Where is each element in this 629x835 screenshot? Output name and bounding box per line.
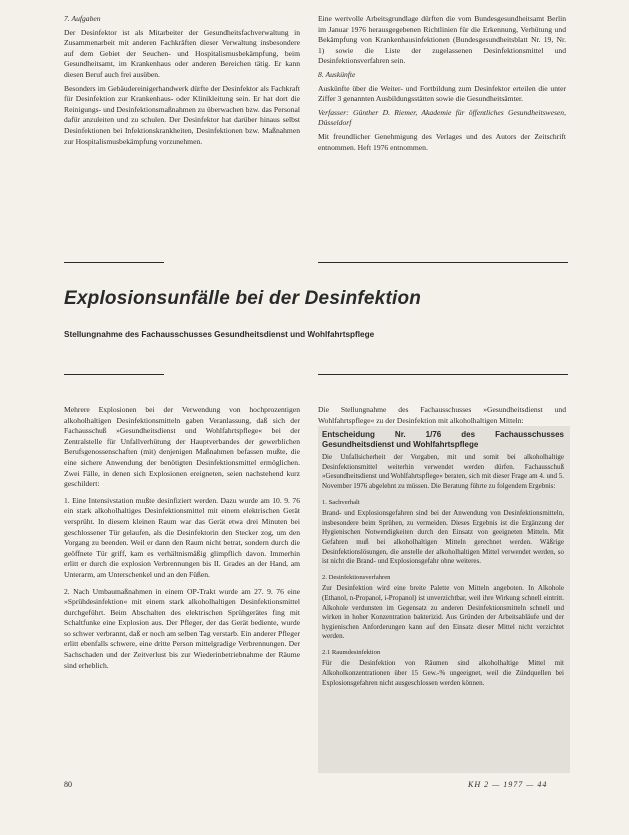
divider-left bbox=[64, 262, 164, 263]
paragraph: Eine wertvolle Arbeitsgrundlage dürften die vom Bundesgesundheitsamt Berlin im Januar 1976 herausgegebenen Richtlinien für die Erkennung, Verhütung und Bekämpfung von Krankenhausinfektionen (Bundesgesundheitsblatt Nr. 19, Nr. 1) sowie die Liste der zugelassenen Desinfektionsmittel und Desinfektionsverfahren sein. bbox=[318, 14, 566, 66]
paragraph: Besonders im Gebäudereinigerhandwerk dürfte der Desinfektor als Fachkraft für Desinfektion zur Krankenhaus- oder Klinikleitung sein. Er hat dort die Reinigungs- und Desinfektionsmaßnahmen zu überwachen bzw. das Personal dafür anzuleiten und zu schulen. Der Desinfektor hat darüber hinaus selbst Desinfektionen bei Infektionskrankheiten, Desinfektionen bzw. Maßnahmen zur Hospitalismusbekämpfung vorzunehmen. bbox=[64, 83, 300, 146]
box-heading: Entscheidung Nr. 1/76 des Fachausschusses Gesundheitsdienst und Wohlfahrtspflege bbox=[322, 430, 564, 449]
box-paragraph: Zur Desinfektion wird eine breite Palette von Mitteln angeboten. In Alkohole (Ethanol, n-Propanol, i-Propanol) ist unverzichtbar, weil ihre Wirkung schnell eintritt. Alkohole verdunsten im Gegensatz zu anderen Desinfektionsmitteln schnell und wirken in hoher Konzentration bakterizid. Aus Gründen der Arbeitsabläufe und der hygienischen Anforderungen kann auf den Einsatz dieser Mittel nicht verzichtet werden. bbox=[322, 584, 564, 641]
box-paragraph: Die Unfallsicherheit der Vorgaben, mit und somit bei alkoholhaltige Desinfektionsmittel weiterhin verwendet werden dürfen. Fachausschuß »Gesundheitsdienst und Wohlfahrtspflege« beraten, sich mit dieser Frage am 4. und 5. November 1976 abgelehnt zu müssen. Die Beratung führte zu folgendem Ergebnis: bbox=[322, 453, 564, 490]
section-heading-aufgaben: 7. Aufgaben bbox=[64, 14, 101, 23]
box-paragraph: Für die Desinfektion von Räumen sind alkoholhaltige Mittel mit Alkoholkonzentrationen über 15 Gew.-% ungeeignet, weil die Zündquellen bei Explosionsgefahren nicht ausgeschlossen werden können. bbox=[322, 659, 564, 687]
author-line: Verfasser: Günther D. Riemer, Akademie für öffentliches Gesundheitswesen, Düsseldorf bbox=[318, 107, 566, 128]
top-left-column bbox=[64, 14, 300, 150]
paragraph: 2. Nach Umbaumaßnahmen in einem OP-Trakt wurde am 27. 9. 76 eine »Sprühdesinfektion« mit einem stark alkoholhaltigen Desinfektionsmittel durchgeführt. Beim Abschalten des elektrischen Sprühgerätes fing mit Schaltfunke eine Explosion aus. Der Pfleger, der das Gerät bediente, wurde so schwer verbrannt, daß er noch am selben Tag verstarb. Ein anderer Pfleger erlitt ebenfalls schwere, eine dritte Person mittelgradige Verbrennungen. Der Sachschaden und der Zeitverlust bis zur Wiederinbetriebnahme der Räume sind erheblich. bbox=[64, 586, 300, 670]
page-number: 80 bbox=[64, 780, 72, 789]
article-left-column bbox=[64, 405, 300, 674]
divider-left-2 bbox=[64, 374, 164, 375]
box-paragraph: Brand- und Explosionsgefahren sind bei der Anwendung von Desinfektionsmitteln, insbesondere beim Sprühen, zu vermeiden. Dieses Ergebnis ist die Ergänzung der Hygienischen Notwendigkeiten durch den Einsatz von geeigneten Mitteln. Mit Gefahren muß bei alkoholhaltigen Mitteln gerechnet werden. Wäßrige Desinfektionslösungen, die anstelle der alkoholhaltigen Mittel verwendet werden, so ist nicht die Brand- und Explosionsgefahr ohne weiteres. bbox=[322, 509, 564, 566]
paragraph: Der Desinfektor ist als Mitarbeiter der Gesundheitsfachverwaltung in Zusammenarbeit mit anderen Fachkräften dieser Verwaltung insbesondere auf dem Gebiet der Seuchen- und Hospitalismusbekämpfung, beim Gesundheitsamt, im Krankenhaus oder anderen Bereichen tätig. Er kann diesen Beruf auch frei ausüben. bbox=[64, 27, 300, 79]
box-subheading: 1. Sachverhalt bbox=[322, 498, 360, 506]
top-right-column bbox=[318, 14, 566, 156]
section-heading-auskuenfte: 8. Auskünfte bbox=[318, 69, 356, 79]
paragraph: Auskünfte über die Weiter- und Fortbildung zum Desinfektor erteilen die unter Ziffer 3 genannten Ausbildungsstätten sowie die Gesundheitsämter. bbox=[318, 83, 566, 104]
article-subtitle: Stellungnahme des Fachausschusses Gesundheitsdienst und Wohlfahrtspflege bbox=[64, 330, 375, 339]
decision-box-content bbox=[322, 430, 564, 690]
paragraph: Die Stellungnahme des Fachausschusses »Gesundheitsdienst und Wohlfahrtspflege« zu der Desinfektion mit alkoholhaltigen Mitteln: bbox=[318, 405, 566, 425]
credit-line: Mit freundlicher Genehmigung des Verlages und des Autors der Zeitschrift entnommen. Heft 1976 entnommen. bbox=[318, 131, 566, 152]
divider-right-2 bbox=[318, 374, 568, 375]
box-subheading: 2. Desinfektionsverfahren bbox=[322, 573, 391, 581]
issue-footer: KH 2 — 1977 — 44 bbox=[468, 780, 548, 789]
divider-right bbox=[318, 262, 568, 263]
paragraph: Mehrere Explosionen bei der Verwendung von hochprozentigen alkoholhaltigen Desinfektionsmitteln gaben Veranlassung, daß sich der Fachausschuß »Gesundheitsdienst und Wohlfahrtspflege« bei der Zentralstelle für Unfallverhütung der Hauptverbandes der gewerblichen Berufsgenossenschaften (mit) denjenigen Maßnahmen befassen mußte, die eine sichere Anwendung der benötigten Desinfektionsmittel ermöglichen. Zwei Fälle, in denen sich Explosionen ereigneten, seien nachstehend kurz geschildert: bbox=[64, 405, 300, 489]
paragraph: 1. Eine Intensivstation mußte desinfiziert werden. Dazu wurde am 10. 9. 76 ein stark alkoholhaltiges Desinfektionsmittel mit einem elektrischen Gerät versprüht. In diesem kleinen Raum war das Gerät etwa drei Minuten bei geschlossener Tür gelaufen, als die Desinfektorin den Stecker zog, um den Vorgang zu beenden. Weil er dann den Raum nicht betrat, sondern durch die geöffnete Tür griff, kam es verhältnismäßig glimpflich davon. Immerhin erlitt er durch die explosion Verbrennungen bis II. Grades an der Hand, am Unterarm, am Unterschenkel und an den Füßen. bbox=[64, 495, 300, 579]
article-title: Explosionsunfälle bei der Desinfektion bbox=[64, 288, 422, 309]
box-subheading: 2.1 Raumdesinfektion bbox=[322, 648, 381, 656]
